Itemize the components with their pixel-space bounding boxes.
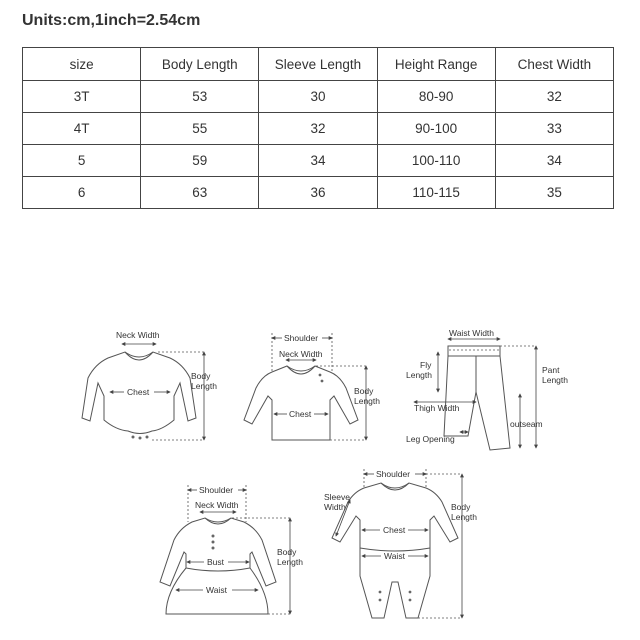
- bodysuit-snap: [139, 437, 142, 440]
- bodysuit-snap: [132, 436, 135, 439]
- bodysuit-snap: [146, 436, 149, 439]
- sleeve-label: Sleeve: [324, 492, 350, 502]
- length-label: Length: [191, 381, 217, 391]
- romper-snap: [409, 599, 412, 602]
- dress-waist-seam: [186, 568, 250, 571]
- cell-body-length: 53: [141, 81, 259, 113]
- table-row: [23, 145, 614, 177]
- cell-chest-width: 34: [495, 145, 613, 177]
- cell-sleeve-length: 32: [259, 113, 377, 145]
- pant-length-label: Length: [542, 375, 568, 385]
- cell-sleeve-length: 34: [259, 145, 377, 177]
- romper-snap: [379, 591, 382, 594]
- neck-width-label: Neck Width: [116, 330, 160, 340]
- body-label: Body: [451, 502, 471, 512]
- chest-label: Chest: [127, 387, 150, 397]
- length-label: Length: [451, 512, 477, 522]
- cell-size: 3T: [23, 81, 141, 113]
- table-row: [23, 81, 614, 113]
- neck-width-label: Neck Width: [195, 500, 239, 510]
- shoulder-label: Shoulder: [284, 333, 319, 343]
- table-header-row: [23, 48, 614, 81]
- shirt-button: [319, 374, 322, 377]
- leg-opening-label: Leg Opening: [406, 434, 455, 444]
- header-sleeve-length: Sleeve Length: [259, 48, 377, 81]
- neck-width-label: Neck Width: [279, 349, 323, 359]
- cell-sleeve-length: 30: [259, 81, 377, 113]
- header-size: size: [23, 48, 141, 81]
- cell-size: 4T: [23, 113, 141, 145]
- measurement-diagram: [0, 300, 640, 640]
- cell-body-length: 59: [141, 145, 259, 177]
- cell-size: 5: [23, 145, 141, 177]
- pants-diagram: [406, 328, 568, 450]
- body-label: Body: [277, 547, 297, 557]
- units-note: Units:cm,1inch=2.54cm: [22, 12, 201, 29]
- cell-height-range: 80-90: [377, 81, 495, 113]
- thigh-width-label: Thigh Width: [414, 403, 460, 413]
- header-height-range: Height Range: [377, 48, 495, 81]
- chest-label: Chest: [383, 525, 406, 535]
- body-label: Body: [354, 386, 374, 396]
- romper-collar: [381, 483, 409, 490]
- cell-height-range: 110-115: [377, 177, 495, 209]
- table-row: [23, 113, 614, 145]
- length-label: Length: [277, 557, 303, 567]
- bodysuit-diagram: [82, 330, 217, 440]
- header-body-length: Body Length: [141, 48, 259, 81]
- chest-label: Chest: [289, 409, 312, 419]
- romper-snap: [379, 599, 382, 602]
- cell-height-range: 90-100: [377, 113, 495, 145]
- cell-body-length: 63: [141, 177, 259, 209]
- body-label: Body: [191, 371, 211, 381]
- dress-diagram: [160, 485, 303, 614]
- shirt-outline: [244, 366, 358, 440]
- dress-button: [212, 547, 215, 550]
- width-label: Width: [324, 502, 346, 512]
- cell-chest-width: 35: [495, 177, 613, 209]
- header-chest-width: Chest Width: [495, 48, 613, 81]
- dress-button: [212, 541, 215, 544]
- cell-sleeve-length: 36: [259, 177, 377, 209]
- dress-collar: [205, 518, 231, 524]
- bust-label: Bust: [207, 557, 225, 567]
- shirt-diagram: [244, 333, 380, 440]
- cell-chest-width: 32: [495, 81, 613, 113]
- romper-diagram: [324, 469, 477, 618]
- pant-label: Pant: [542, 365, 560, 375]
- romper-snap: [409, 591, 412, 594]
- length-label: Length: [354, 396, 380, 406]
- outseam-label: outseam: [510, 419, 543, 429]
- shirt-button: [321, 380, 324, 383]
- cell-size: 6: [23, 177, 141, 209]
- waist-label: Waist: [206, 585, 227, 595]
- cell-height-range: 100-110: [377, 145, 495, 177]
- shoulder-label: Shoulder: [199, 485, 234, 495]
- fly-length-label: Length: [406, 370, 432, 380]
- fly-label: Fly: [420, 360, 432, 370]
- dress-button: [212, 535, 215, 538]
- waist-label: Waist: [384, 551, 405, 561]
- cell-chest-width: 33: [495, 113, 613, 145]
- shirt-collar: [287, 366, 315, 374]
- shoulder-label: Shoulder: [376, 469, 411, 479]
- waist-width-label: Waist Width: [449, 328, 495, 338]
- bodysuit-collar: [125, 352, 153, 360]
- cell-body-length: 55: [141, 113, 259, 145]
- table-row: [23, 177, 614, 209]
- size-chart-table: [22, 47, 614, 209]
